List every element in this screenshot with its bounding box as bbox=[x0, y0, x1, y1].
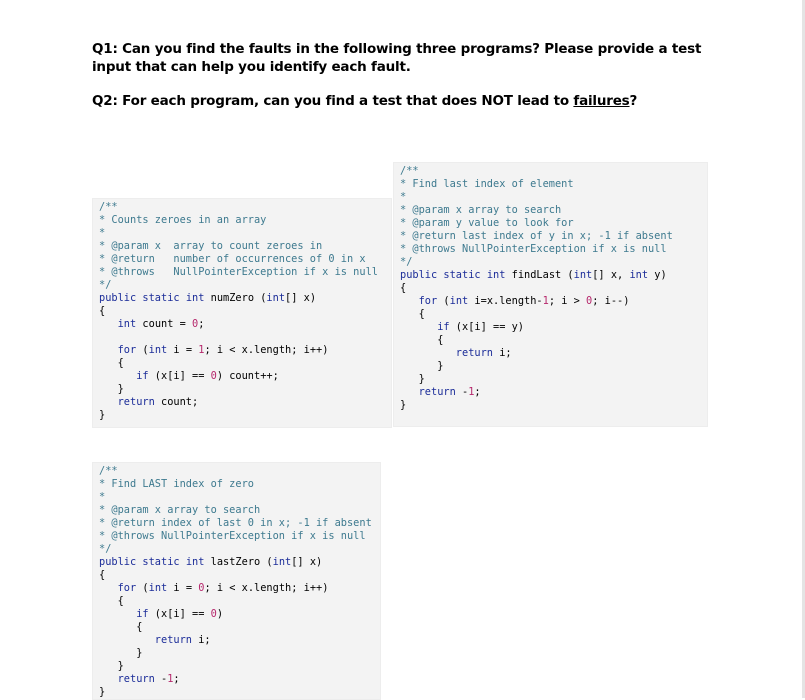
question-1 bbox=[92, 40, 732, 76]
code-line: } bbox=[400, 373, 425, 385]
code-line: if (x[i] == 0) count++; bbox=[136, 370, 279, 382]
code-line: } bbox=[400, 360, 444, 372]
question-2-suffix: ? bbox=[629, 93, 638, 109]
code-line: * @throws NullPointerException if x is null bbox=[99, 530, 366, 542]
code-line: for (int i = 0; i < x.length; i++) bbox=[117, 582, 329, 594]
code-line: for (int i = 1; i < x.length; i++) bbox=[117, 344, 329, 356]
code-line: int count = 0; bbox=[117, 318, 205, 330]
code-line: for (int i=x.length-1; i > 0; i--) bbox=[418, 295, 630, 307]
code-line: * Find LAST index of zero bbox=[99, 478, 254, 490]
code-line: if (x[i] == y) bbox=[437, 321, 525, 333]
code-line: * bbox=[99, 227, 106, 239]
code-line: public static int numZero (int[] x) bbox=[99, 292, 317, 304]
code-line: /** bbox=[99, 465, 118, 477]
question-1-text: Q1: Can you find the faults in the following three programs? Please provide a test input that can help you identify each fault. bbox=[92, 41, 702, 75]
code-line: return i; bbox=[154, 634, 211, 646]
code-line: } bbox=[99, 383, 124, 395]
code-line: * @param x array to search bbox=[99, 504, 261, 516]
code-block-findlast bbox=[393, 162, 708, 427]
code-block-numzero bbox=[92, 198, 392, 428]
code-line: * @throws NullPointerException if x is null bbox=[400, 243, 667, 255]
code-line: public static int lastZero (int[] x) bbox=[99, 556, 323, 568]
code-line: return -1; bbox=[117, 673, 180, 685]
code-line: * @return last index of y in x; -1 if absent bbox=[400, 230, 673, 242]
code-line: { bbox=[400, 334, 444, 346]
code-line: * @param y value to look for bbox=[400, 217, 574, 229]
code-line: return -1; bbox=[418, 386, 481, 398]
code-line: * @param x array to search bbox=[400, 204, 562, 216]
code-line: } bbox=[99, 686, 106, 698]
code-line: } bbox=[99, 409, 106, 421]
code-line: * @return index of last 0 in x; -1 if absent bbox=[99, 517, 372, 529]
code-line: * bbox=[400, 191, 407, 203]
code-line: { bbox=[400, 282, 407, 294]
failures-term: failures bbox=[573, 93, 630, 109]
code-line: /** bbox=[99, 201, 118, 213]
code-line: /** bbox=[400, 165, 419, 177]
code-line: * @return number of occurrences of 0 in x bbox=[99, 253, 366, 265]
code-line: { bbox=[99, 595, 124, 607]
code-line: * @param x array to count zeroes in bbox=[99, 240, 323, 252]
code-line: if (x[i] == 0) bbox=[136, 608, 224, 620]
question-2-prefix: Q2: For each program, can you find a test that does NOT lead to bbox=[92, 93, 574, 109]
code-line: */ bbox=[400, 256, 413, 268]
code-line: */ bbox=[99, 543, 112, 555]
code-line: return i; bbox=[455, 347, 512, 359]
code-line: { bbox=[99, 569, 106, 581]
code-line: public static int findLast (int[] x, int y) bbox=[400, 269, 667, 281]
code-line: } bbox=[99, 647, 143, 659]
code-line: * Find last index of element bbox=[400, 178, 574, 190]
code-line: { bbox=[99, 621, 143, 633]
code-line: } bbox=[400, 399, 407, 411]
code-line: */ bbox=[99, 279, 112, 291]
code-line: { bbox=[400, 308, 425, 320]
code-line: * bbox=[99, 491, 106, 503]
code-line: { bbox=[99, 357, 124, 369]
code-line: { bbox=[99, 305, 106, 317]
code-line: * Counts zeroes in an array bbox=[99, 214, 267, 226]
question-2 bbox=[92, 92, 732, 110]
code-line: return count; bbox=[117, 396, 199, 408]
code-line: * @throws NullPointerException if x is null bbox=[99, 266, 378, 278]
code-line: } bbox=[99, 660, 124, 672]
code-block-lastzero bbox=[92, 462, 381, 700]
